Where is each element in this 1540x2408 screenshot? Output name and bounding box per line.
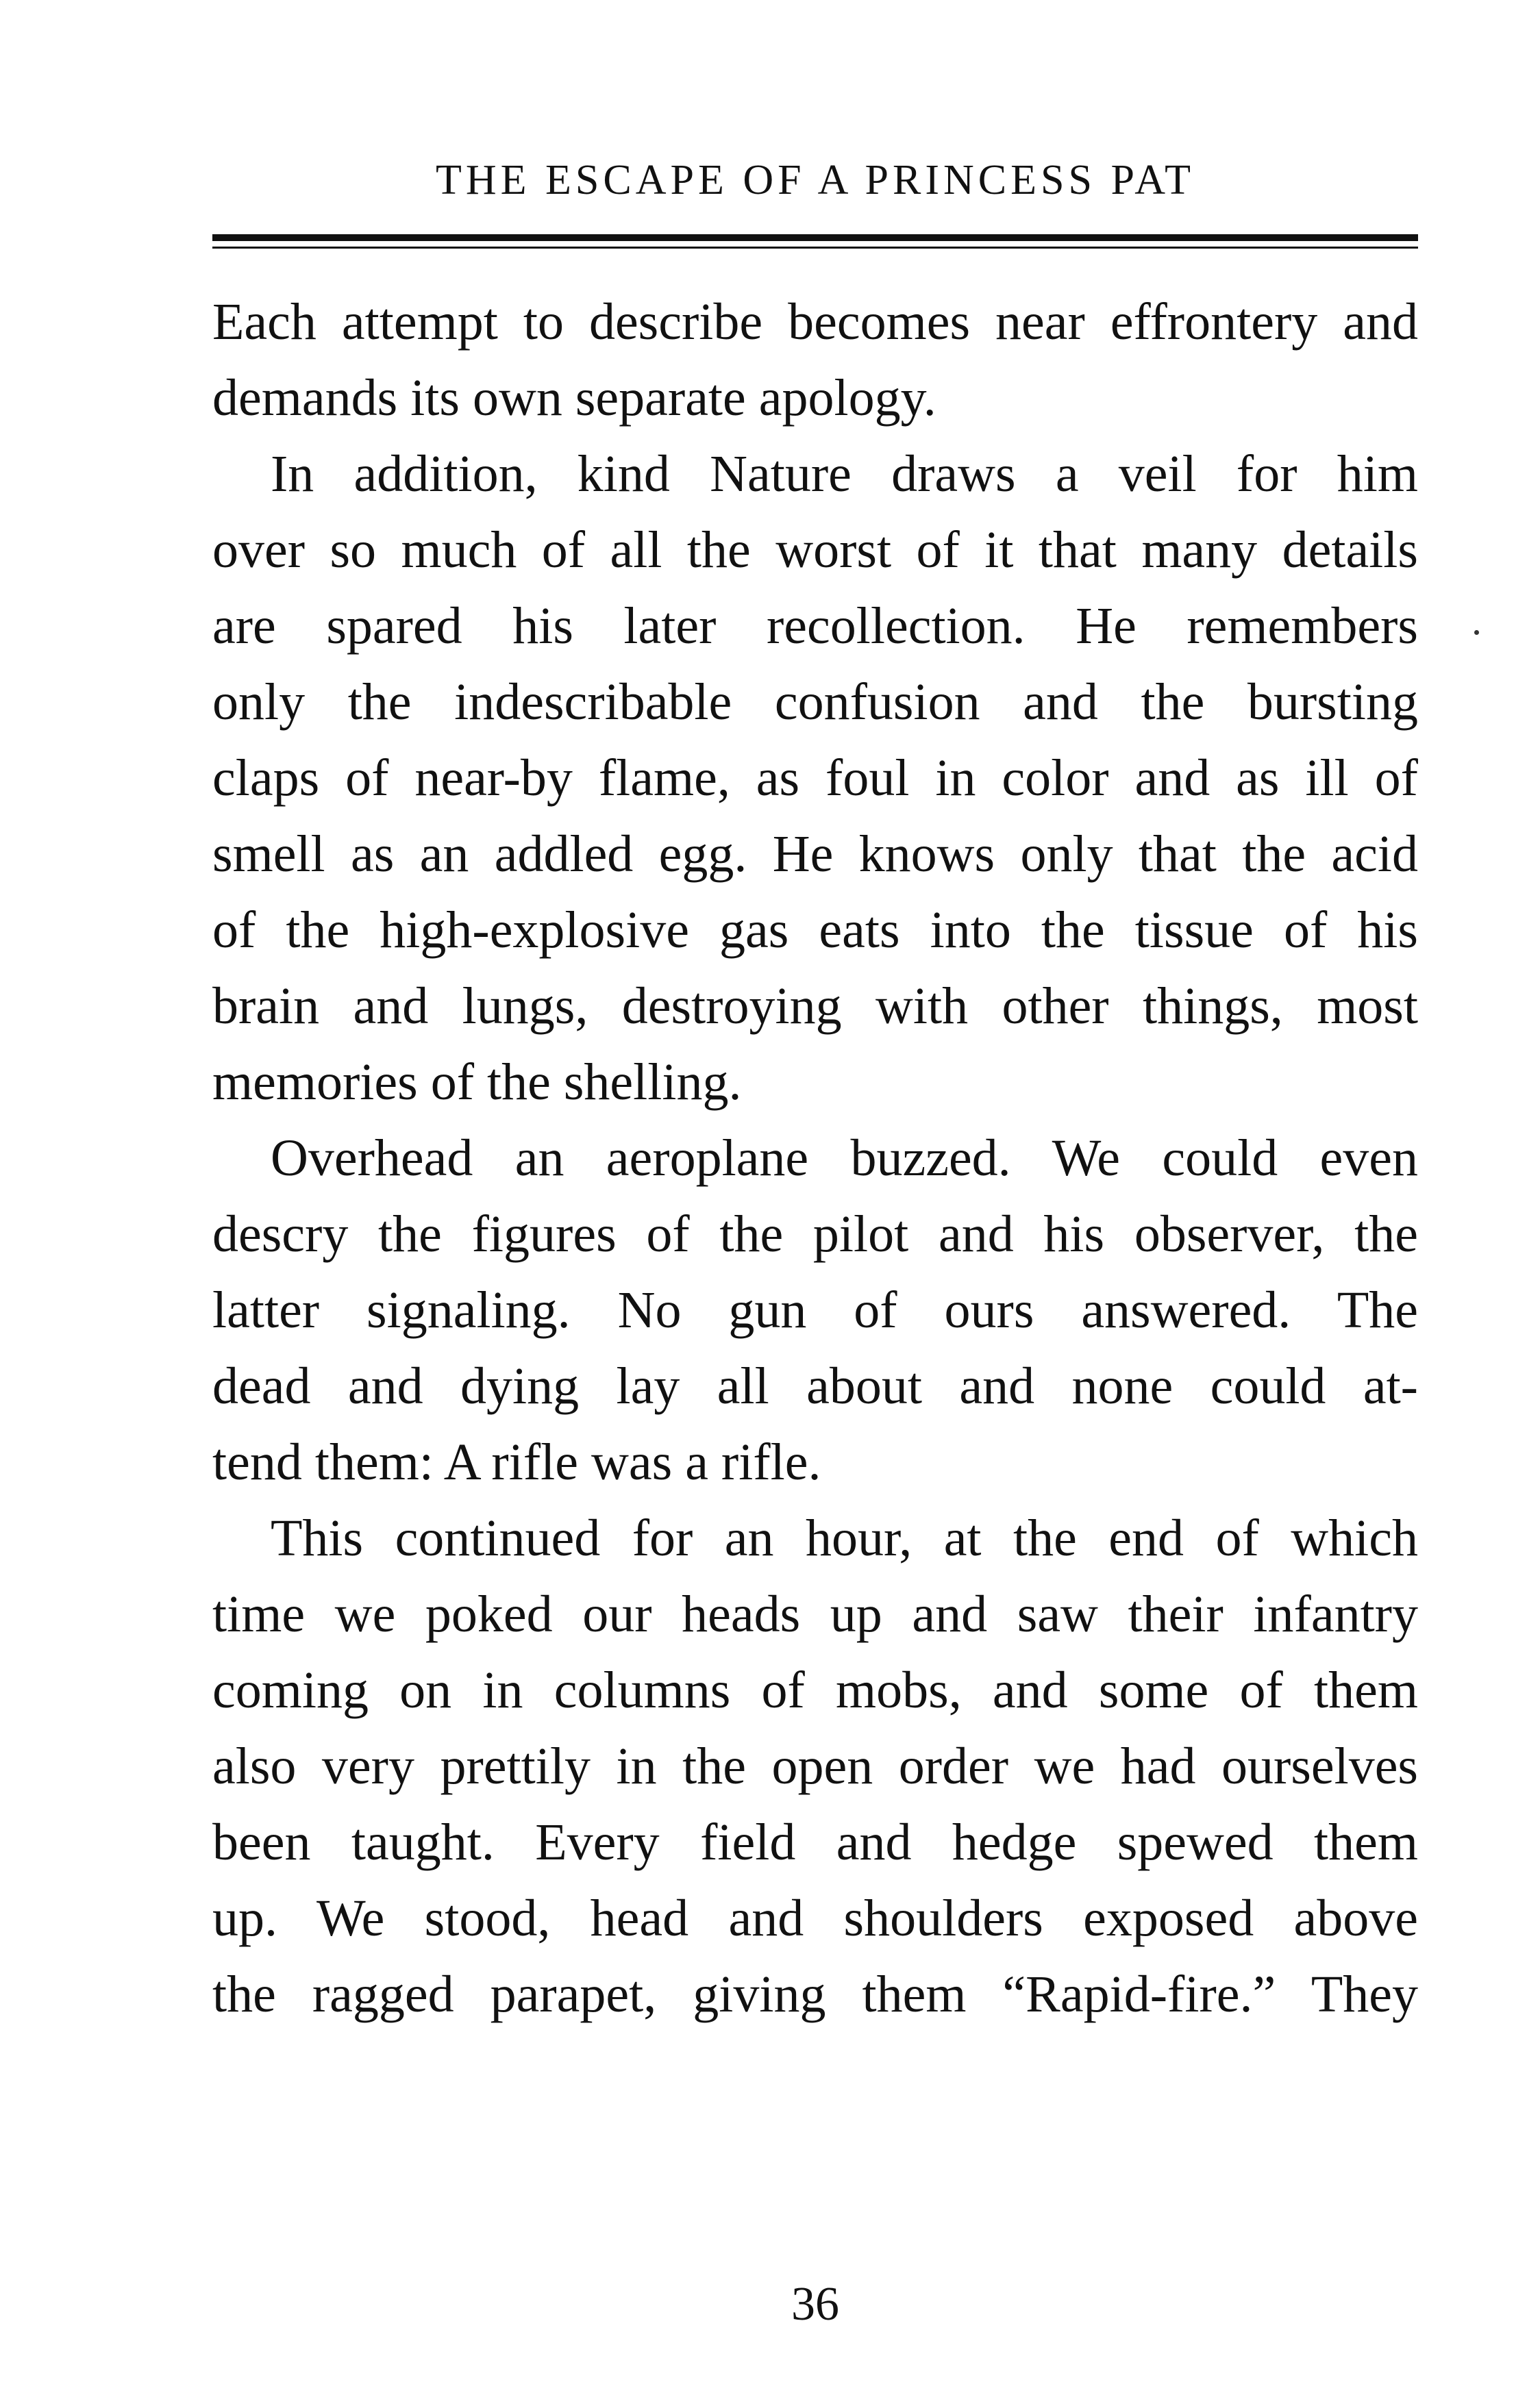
text-line: also very prettily in the open order we had ourselves [212,1738,1418,1795]
text-line: In addition, kind Nature draws a veil for him [271,445,1418,503]
margin-speck [1474,630,1479,635]
text-line: brain and lungs, destroying with other things, most [212,977,1418,1035]
text-line: are spared his later recollection. He remembers [212,597,1418,655]
text-line: memories of the shelling. [212,1053,742,1111]
text-line: only the indescribable confusion and the bursting [212,673,1418,731]
text-line: the ragged parapet, giving them “Rapid-fire.” They [212,1966,1418,2023]
text-line: Overhead an aeroplane buzzed. We could even [271,1129,1418,1187]
page-number: 36 [791,2278,839,2331]
running-head: THE ESCAPE OF A PRINCESS PAT [435,157,1195,203]
text-line: tend them: A rifle was a rifle. [212,1433,821,1491]
body-text [212,284,1418,2033]
text-line: This continued for an hour, at the end of which [271,1509,1418,1567]
text-line: over so much of all the worst of it that many details [212,521,1418,579]
text-line: dead and dying lay all about and none could at- [212,1357,1418,1415]
text-line: coming on in columns of mobs, and some of them [212,1661,1418,1719]
text-line: descry the figures of the pilot and his observer, the [212,1205,1418,1263]
text-line: smell as an addled egg. He knows only that the acid [212,825,1418,883]
text-line: been taught. Every field and hedge spewed them [212,1814,1418,1871]
text-line: latter signaling. No gun of ours answered. The [212,1281,1418,1339]
text-line: demands its own separate apology. [212,369,936,427]
text-line: claps of near-by flame, as foul in color and as ill of [212,749,1418,807]
header-rule-thin [212,247,1418,249]
text-line: Each attempt to describe becomes near effrontery and [212,293,1418,351]
text-line: up. We stood, head and shoulders exposed above [212,1890,1418,1947]
header-rule-thick [212,234,1418,241]
text-line: time we poked our heads up and saw their infantry [212,1585,1418,1643]
text-line: of the high-explosive gas eats into the tissue of his [212,901,1418,959]
